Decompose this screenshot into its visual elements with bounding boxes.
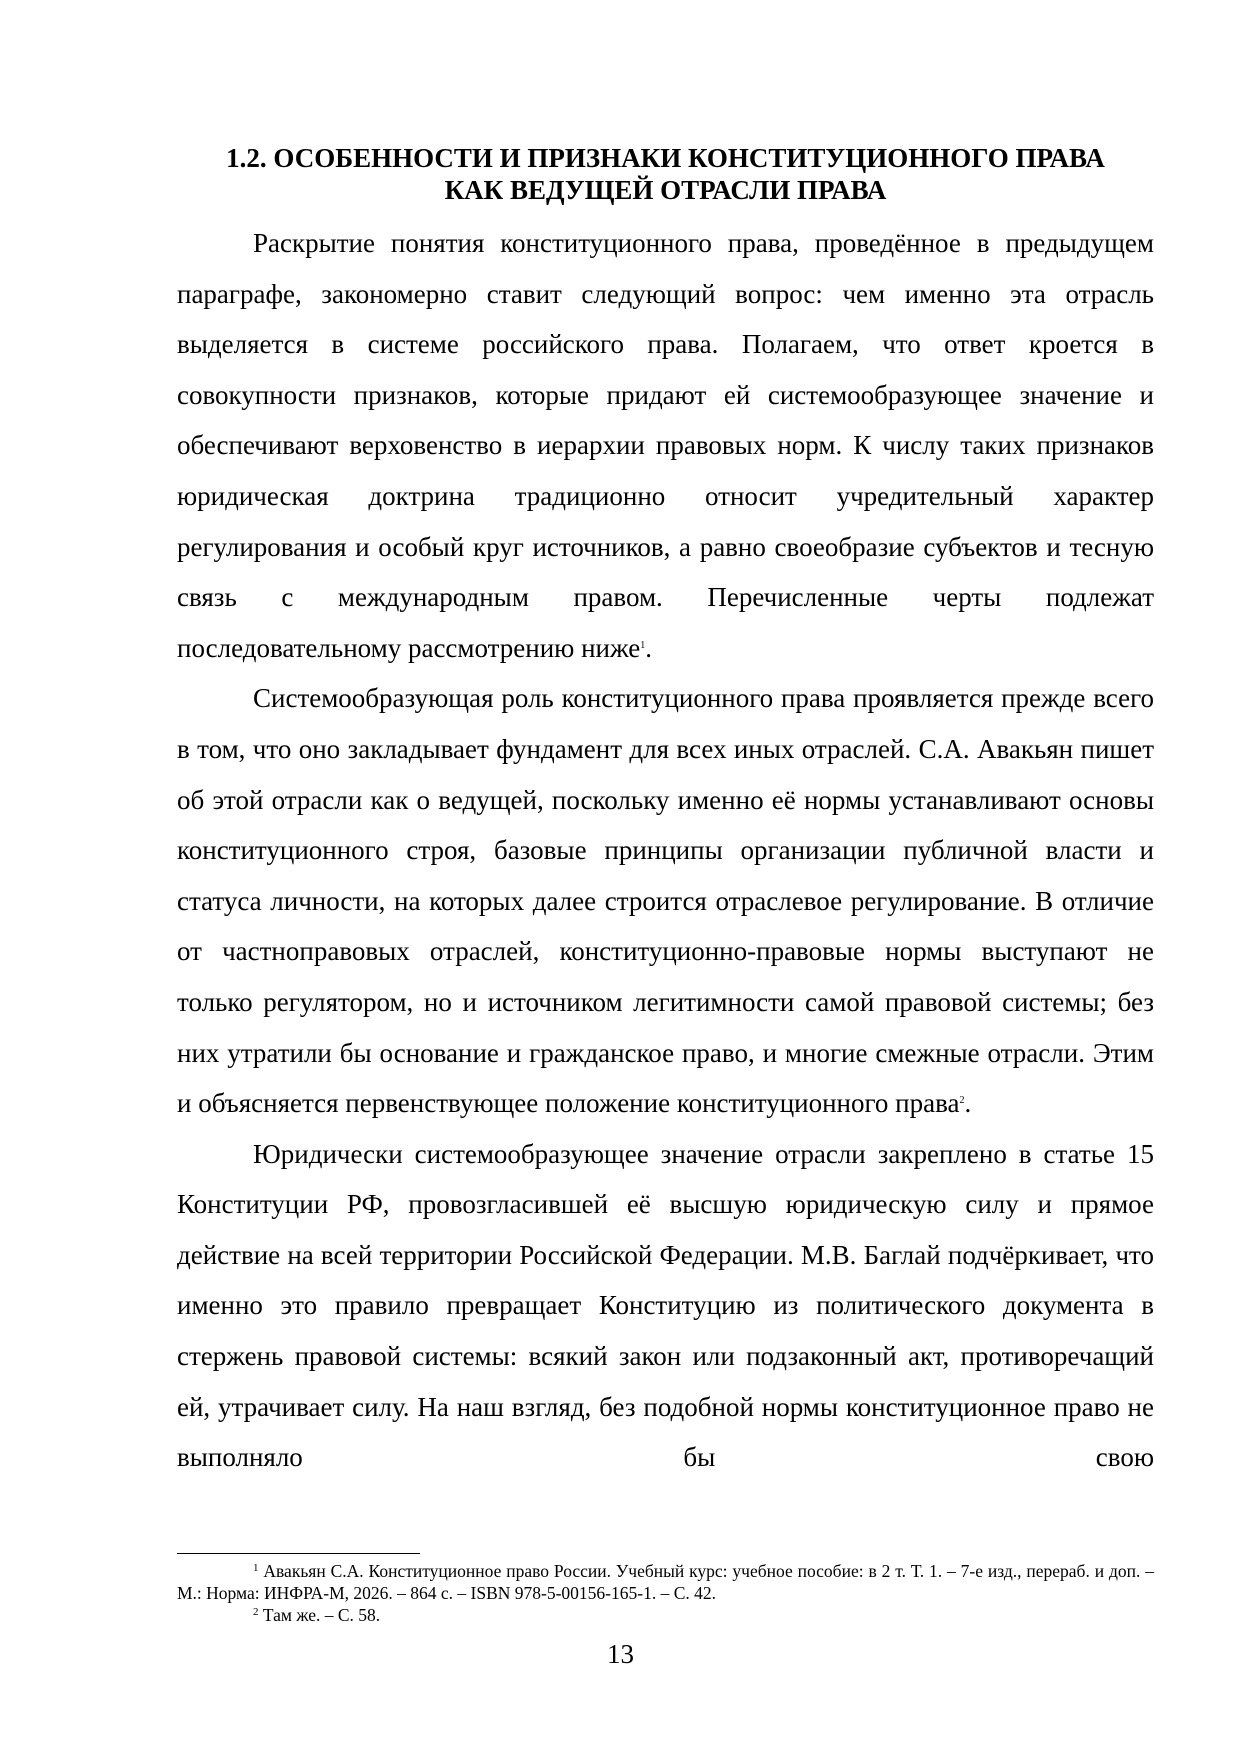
footnotes <box>177 1560 1154 1626</box>
footnote-2 <box>177 1604 1154 1626</box>
footnote-1-number: 1 <box>253 1562 259 1574</box>
page-number: 13 <box>607 1639 634 1669</box>
section-heading-line-1: 1.2. ОСОБЕННОСТИ И ПРИЗНАКИ КОНСТИТУЦИОННОГО ПРАВА <box>226 143 1105 173</box>
paragraph-1-tail: . <box>645 632 653 663</box>
footnote-reference-1: 1 <box>640 639 646 651</box>
paragraph-2-text: Системообразующая роль конституционного права проявляется прежде всего в том, что оно закладывает фундамент для всех иных отраслей. С.А. Авакьян пишет об этой отрасли как о ведущей, поскольку именно её нормы устанавливают основы конституционного строя, базовые принципы организации публичной власти и статуса личности, на которых далее строится отраслевое регулирование. В отличие от частноправовых отраслей, конституционно-правовые нормы выступают не только регулятором, но и источником легитимности самой правовой системы; без них утратили бы основание и гражданское право, и многие смежные отрасли. Этим и объясняется первенствующее положение конституционного права <box>177 683 1154 1119</box>
footnote-2-text: Там же. – С. 58. <box>262 1605 381 1625</box>
paragraph-1 <box>177 218 1154 673</box>
paragraph-2 <box>177 673 1154 1128</box>
footnote-1 <box>177 1560 1154 1604</box>
footnote-separator <box>177 1553 420 1554</box>
footnote-2-number: 2 <box>253 1606 259 1618</box>
footnote-1-text: Авакьян С.А. Конституционное право России. Учебный курс: учебное пособие: в 2 т. Т. 1. – 7-е изд., перераб. и доп. – М.: Норма: ИНФРА-М, 2026. – 864 с. – ISBN 978-5-00156-165-1. – С. 42. <box>177 1561 1154 1603</box>
section-heading <box>177 142 1154 206</box>
paragraph-2-tail: . <box>964 1088 972 1119</box>
footnote-reference-2: 2 <box>959 1095 965 1107</box>
paragraph-1-text: Раскрытие понятия конституционного права, проведённое в предыдущем параграфе, закономерно ставит следующий вопрос: чем именно эта отрасль выделяется в системе российского права. Полагаем, что ответ кроется в совокупности признаков, которые придают ей системообразующее значение и обеспечивают верховенство в иерархии правовых норм. К числу таких признаков юридическая доктрина традиционно относит учредительный характер регулирования и особый круг источников, а равно своеобразие субъектов и тесную связь с международным правом. Перечисленные черты подлежат последовательному рассмотрению ниже <box>177 228 1154 663</box>
paragraph-3 <box>177 1129 1154 1483</box>
section-heading-line-2: КАК ВЕДУЩЕЙ ОТРАСЛИ ПРАВА <box>444 175 887 205</box>
body-text <box>177 218 1154 1483</box>
paragraph-3-text: Юридически системообразующее значение отрасли закреплено в статье 15 Конституции РФ, провозгласившей её высшую юридическую силу и прямое действие на всей территории Российской Федерации. М.В. Баглай подчёркивает, что именно это правило превращает Конституцию из политического документа в стержень правовой системы: всякий закон или подзаконный акт, противоречащий ей, утрачивает силу. На наш взгляд, без подобной нормы конституционное право не выполняло бы свою <box>177 1138 1154 1473</box>
